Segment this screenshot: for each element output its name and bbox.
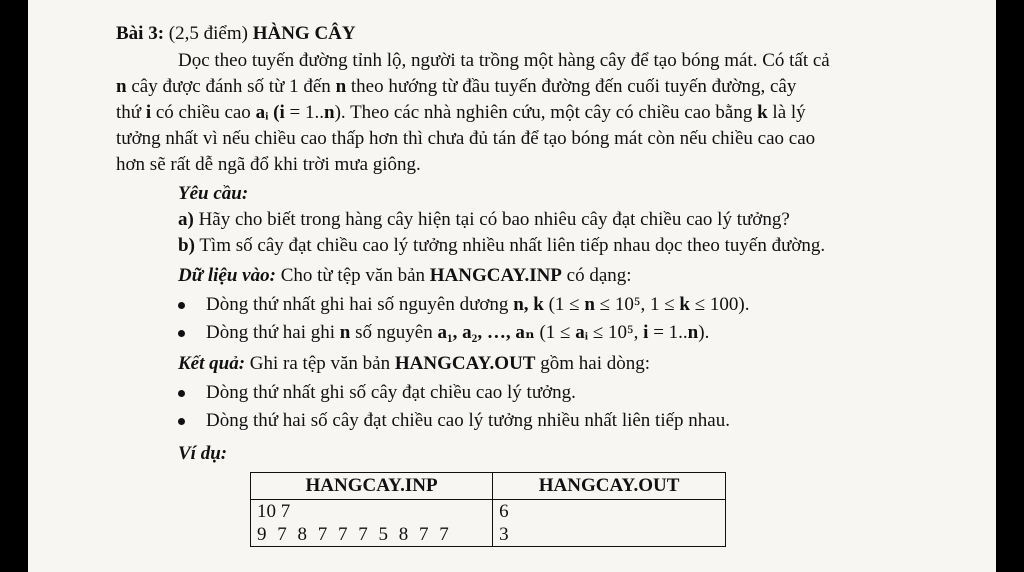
text: có chiều cao xyxy=(151,102,256,123)
text: số nguyên xyxy=(350,322,438,343)
label-text: Yêu cầu: xyxy=(178,183,249,204)
var: aᵢ xyxy=(575,322,589,343)
input-section-label xyxy=(178,264,632,288)
bullet-icon xyxy=(178,390,185,397)
var: n xyxy=(584,294,595,315)
text: ). xyxy=(698,322,710,343)
text: là lý xyxy=(767,102,806,123)
var: a₁, a₂, …, aₙ xyxy=(437,322,535,343)
problem-points: (2,5 điểm) xyxy=(168,23,248,44)
output-line-1: 6 xyxy=(499,501,509,522)
var-i: i xyxy=(145,102,152,123)
text: gồm hai dòng: xyxy=(535,353,651,374)
intro-line-1: Dọc theo tuyến đường tỉnh lộ, người ta trồng một hàng cây để tạo bóng mát. Có tất cả xyxy=(178,50,830,71)
input-line-1: 10 7 xyxy=(257,501,291,522)
table-header-input: HANGCAY.INP xyxy=(251,473,493,500)
var-n: n xyxy=(335,76,347,97)
requirements-label xyxy=(178,182,248,206)
text: có dạng: xyxy=(561,265,632,286)
output-bullet-2: Dòng thứ hai số cây đạt chiều cao lý tưởng nhiều nhất liên tiếp nhau. xyxy=(206,410,730,431)
text: ≤ 10⁵, xyxy=(588,322,644,343)
requirement-b xyxy=(178,234,825,258)
requirement-a xyxy=(178,208,790,232)
output-section-label xyxy=(178,352,650,376)
text: Dòng thứ hai ghi xyxy=(206,322,340,343)
table-header-output: HANGCAY.OUT xyxy=(493,473,726,500)
bullet-icon xyxy=(178,302,185,309)
text: ≤ 10⁵, 1 ≤ xyxy=(594,294,680,315)
text: = 1.. xyxy=(648,322,688,343)
var: n xyxy=(687,322,699,343)
text: Cho từ tệp văn bản xyxy=(275,265,430,286)
var-n: n xyxy=(116,76,127,97)
var: n xyxy=(339,322,351,343)
var: i xyxy=(643,322,649,343)
text: theo hướng từ đầu tuyến đường đến cuối tuyến đường, cây xyxy=(346,76,797,97)
item-key: b) xyxy=(178,235,195,256)
text: = 1.. xyxy=(284,102,325,123)
intro-line-4: tưởng nhất vì nếu chiều cao thấp hơn thì chưa đủ tán để tạo bóng mát còn nếu chiều cao cao xyxy=(116,128,816,149)
example-table xyxy=(250,472,726,547)
input-bullet-1 xyxy=(206,293,750,317)
label-text: Ví dụ: xyxy=(178,443,228,464)
example-label xyxy=(178,442,227,466)
input-filename: HANGCAY.INP xyxy=(429,265,562,286)
text: ). Theo các nhà nghiên cứu, một cây có chiều cao bằng xyxy=(334,102,758,123)
document-page xyxy=(28,0,996,572)
output-cell xyxy=(493,500,726,547)
output-bullet-1: Dòng thứ nhất ghi số cây đạt chiều cao lý tưởng. xyxy=(206,382,576,403)
text: (1 ≤ xyxy=(534,322,576,343)
output-line-2: 3 xyxy=(499,524,509,545)
problem-number: Bài 3: xyxy=(116,23,165,44)
intro-line-5: hơn sẽ rất dễ ngã đổ khi trời mưa giông. xyxy=(116,154,421,175)
problem-title: HÀNG CÂY xyxy=(252,23,356,44)
text: ≤ 100). xyxy=(689,294,750,315)
var-k: k xyxy=(757,102,768,123)
bullet-icon xyxy=(178,418,185,425)
var-n: n xyxy=(324,102,335,123)
text: Dòng thứ nhất ghi hai số nguyên dương xyxy=(206,294,514,315)
item-text: Tìm số cây đạt chiều cao lý tưởng nhiều nhất liên tiếp nhau dọc theo tuyến đường. xyxy=(199,235,826,256)
var: n, k xyxy=(513,294,544,315)
intro-line-2 xyxy=(116,75,796,99)
var-ai: aᵢ (i xyxy=(255,102,285,123)
output-filename: HANGCAY.OUT xyxy=(394,353,536,374)
intro-line-3 xyxy=(116,101,806,125)
table-header-row xyxy=(251,473,726,500)
text: cây được đánh số từ 1 đến xyxy=(126,76,336,97)
label-text: Kết quả: xyxy=(178,353,246,374)
problem-heading xyxy=(116,22,356,46)
table-row xyxy=(251,500,726,547)
input-cell xyxy=(251,500,493,547)
input-bullet-2 xyxy=(206,321,709,345)
text: thứ xyxy=(116,102,146,123)
text: (1 ≤ xyxy=(543,294,585,315)
item-text: Hãy cho biết trong hàng cây hiện tại có bao nhiêu cây đạt chiều cao lý tưởng? xyxy=(198,209,790,230)
text: Ghi ra tệp văn bản xyxy=(245,353,395,374)
bullet-icon xyxy=(178,330,185,337)
var: k xyxy=(679,294,690,315)
label-text: Dữ liệu vào: xyxy=(178,265,276,286)
input-line-2: 9 7 8 7 7 7 5 8 7 7 xyxy=(257,524,452,545)
item-key: a) xyxy=(178,209,194,230)
